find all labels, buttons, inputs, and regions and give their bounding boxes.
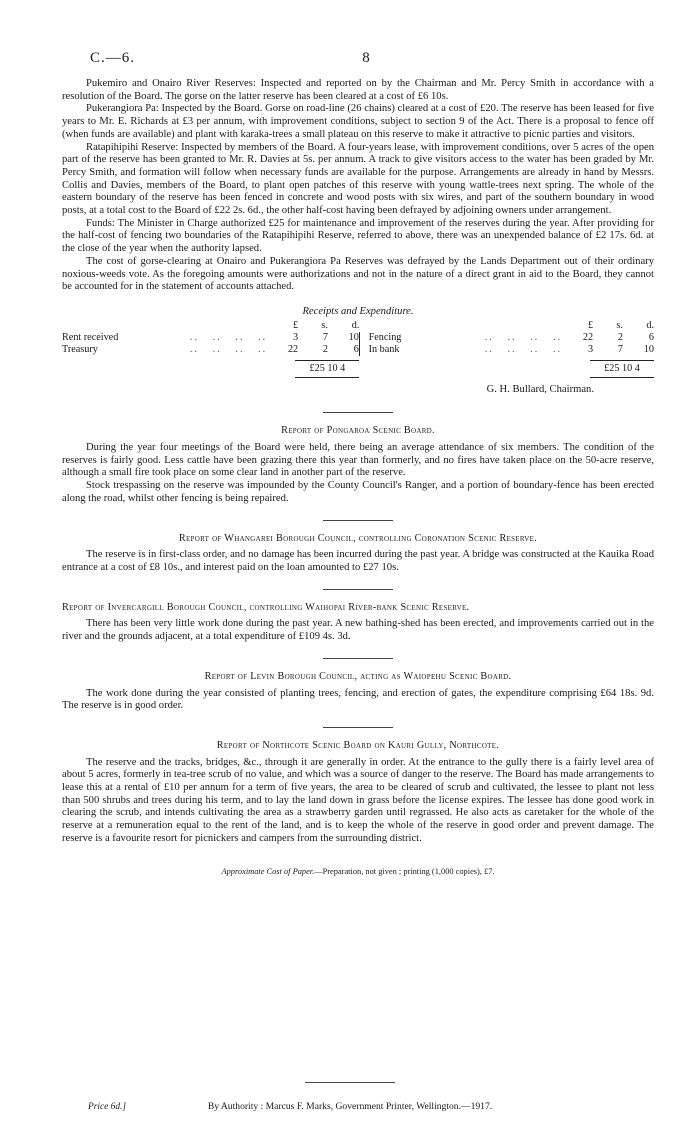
amount: 6 — [353, 343, 359, 355]
amount: 3 — [293, 331, 299, 343]
pence-head: d. — [351, 319, 360, 331]
section-heading: Report of Northcote Scenic Board on Kauri Gully, Northcote. — [216, 739, 500, 751]
imprint: By Authority : Marcus F. Marks, Government Printer, Wellington.—1917. — [207, 1101, 493, 1112]
accounts-table — [62, 320, 654, 378]
series-number: C.—6. — [90, 50, 136, 66]
amount: 10 — [348, 331, 359, 343]
amount: 7 — [617, 343, 623, 355]
accounts-row: Rent received .. .. .. .. 3 7 10 Fencing .. .. .. .. 22 2 6 — [62, 331, 654, 343]
paragraph: The reserve is in first-class order, and no damage has been incurred during the past year. A bridge was constructed at the Kauika Road entrance at a cost of £8 10s., and interest paid on the loan amounted to £27 10s. — [62, 549, 654, 573]
paragraph: The cost of gorse-clearing at Onairo and Pukerangiora Pa Reserves was defrayed by the Lands Department out of their ordinary noxious-weeds vote. As the foregoing amounts were authorizations and not in the nature of a direct grant in aid to the Board, they cannot be accounted for in the statement of accounts attached. — [62, 255, 654, 293]
expenditure-label: Fencing — [368, 331, 402, 343]
page-number: 8 — [362, 50, 370, 66]
paragraph: During the year four meetings of the Board were held, there being an average attendance of six members. The condition of the reserves is fairly good. Less cattle have been grazing there this year than formerly, and no fires have taken place on the 50-acre reserve, although a small fire took place on some clear land in another part of the reserve. — [62, 442, 654, 479]
paragraph: Pukerangiora Pa: Inspected by the Board. Gorse on road-line (26 chains) cleared at a cost of £20. The reserve has been leased for five years to Mr. E. Richards at £3 per annum, with improvement conditions, subject to section 9 of the Act. There is a proposal to fence off (when funds are available) and plant with karaka-trees a small plateau on this reserve to make it attractive to picnic parties and visitors. — [62, 103, 654, 140]
paragraph: Pukemiro and Onairo River Reserves: Inspected and reported on by the Chairman and Mr. Percy Smith in accordance with a resolution of the Board. The gorse on the latter reserve has been cleared at a cost of £6 10s. — [62, 78, 654, 102]
receipt-label: Treasury — [62, 343, 98, 355]
shilling-head: s. — [321, 319, 328, 331]
paragraph: The work done during the year consisted of planting trees, fencing, and erection of gates, the expenditure comprising £64 18s. 9d. The reserve is in good order. — [62, 687, 654, 712]
page-body — [62, 78, 654, 878]
amount: 7 — [322, 331, 328, 343]
amount: 2 — [322, 343, 328, 355]
paragraph: Ratapihipihi Reserve: Inspected by members of the Board. A four-years lease, with improvement conditions, over 5 acres of the open part of the reserve has been granted to Mr. R. Davies at 5s. per annum. A track to give visitors access to the water has been graded by Mr. Percy Smith, and formation will follow when necessary funds are available for the purpose. Arrangements are already in hand by Messrs. Collis and Davies, members of the Board, to plant open patches of this reserve with young wattle-trees next spring. The whole of the eastern boundary of the reserve has been fenced in concrete and wood posts with six wires, and part of the southern boundary in wood posts, at a total cost to the Board of £22 2s. 6d., the other half-cost having been defrayed by adjoining owners under arrangement. — [62, 141, 654, 217]
cost-note-text: —Preparation, not given ; printing (1,000 copies), £7. — [314, 866, 495, 876]
signature: G. H. Bullard, Chairman. — [486, 383, 594, 395]
amount: 22 — [582, 331, 594, 343]
section-divider — [323, 727, 393, 728]
amount: 10 — [643, 343, 654, 355]
accounts-title: Receipts and Expenditure. — [302, 305, 414, 317]
paragraph: Funds: The Minister in Charge authorized £25 for maintenance and improvement of the reserves during the year. After providing for the half-cost of fencing two boundaries of the Ratapihipihi Reserve, referred to above, there was an unexpended balance of £2 17s. 6d. at the close of the year when the authority lapsed. — [62, 217, 654, 255]
amount: 3 — [587, 343, 594, 355]
section-heading: Report of Whangarei Borough Council, controlling Coronation Scenic Reserve. — [178, 532, 538, 544]
page-header — [90, 50, 642, 70]
shilling-head: s. — [616, 319, 623, 331]
amount: 2 — [617, 331, 623, 343]
amount: 22 — [287, 343, 299, 355]
section-divider — [323, 520, 393, 521]
price: Price 6d.] — [88, 1102, 127, 1112]
accounts-total-row — [62, 356, 654, 378]
amount: 6 — [648, 331, 654, 343]
section-divider — [323, 658, 393, 659]
footer-rule — [305, 1082, 395, 1083]
section-divider — [323, 589, 393, 590]
section-heading: Report of Levin Borough Council, acting as Waiopehu Scenic Board. — [204, 670, 512, 682]
taranaki-report-continued — [62, 78, 654, 294]
expenditure-label: In bank — [368, 343, 400, 355]
receipt-label: Rent received — [62, 331, 119, 343]
section-divider — [323, 412, 393, 413]
cost-note-label: Approximate Cost of Paper. — [221, 866, 315, 876]
paragraph: The reserve and the tracks, bridges, &c., through it are generally in order. At the entrance to the gully there is a fairly level area of about 5 acres, formerly in tea-tree scrub of no value, and which was a source of danger to the reserve. The Board has made arrangements to lease this at a rental of £10 per annum for a term of five years, the area to be cleared of scrub and cultivated, the lessee to plant not less than 500 shrubs and trees during his term, and to lay the land down in grass before the license expires. The lessee has done good work in clearing the scrub, and intends cultivating the area as a strawberry garden until regrassed. He also acts as caretaker for the whole of the reserve at a remuneration equal to the rent of the land, and is to keep the whole of the reserve in good order and prevent damage. The reserve is a favourite resort for picnickers and campers from the surrounding district. — [62, 756, 654, 844]
paragraph: There has been very little work done during the past year. A new bathing-shed has been erected, and improvements carried out in the river and the grounds adjacent, at a total expenditure of £109 4s. 3d. — [62, 618, 654, 643]
pence-head: d. — [646, 319, 654, 331]
receipts-total: £25 10 4 — [295, 360, 359, 378]
pound-head: £ — [587, 319, 594, 331]
accounts-column-heads — [62, 320, 654, 332]
pound-head: £ — [293, 319, 299, 331]
section-heading: Report of Invercargill Borough Council, controlling Waihopai River-bank Scenic Reserve. — [62, 601, 470, 613]
section-heading: Report of Pongaroa Scenic Board. — [281, 425, 435, 437]
accounts-row: Treasury .. .. .. .. 22 2 6 In bank .. .. .. .. 3 7 10 — [62, 343, 654, 355]
paragraph: Stock trespassing on the reserve was impounded by the County Council's Ranger, and a portion of boundary-fence has been erected along the road, whilst other fencing is being repaired. — [62, 480, 654, 504]
cost-note — [62, 866, 654, 879]
expenditure-total: £25 10 4 — [590, 360, 654, 378]
